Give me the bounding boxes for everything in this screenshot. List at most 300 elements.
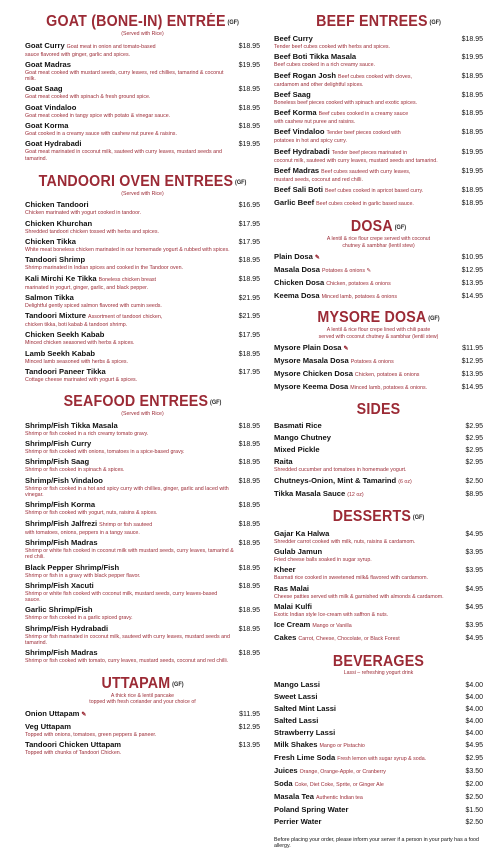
menu-item-row bbox=[274, 34, 483, 44]
menu-item bbox=[25, 367, 260, 385]
menu-item bbox=[274, 433, 483, 445]
item-name: Mysore Keema Dosa bbox=[274, 382, 349, 392]
item-name: Goat Saag bbox=[25, 84, 63, 94]
section-title-text: MYSORE DOSA bbox=[317, 309, 427, 327]
spacer bbox=[274, 827, 483, 829]
item-name: Beef Rogan Josh bbox=[274, 70, 337, 80]
menu-item-row bbox=[274, 369, 483, 380]
menu-item-row bbox=[25, 421, 260, 431]
menu-item-row bbox=[274, 779, 483, 790]
item-price: $21.95 bbox=[238, 294, 260, 302]
menu-item-row bbox=[25, 648, 260, 658]
menu-item bbox=[274, 127, 483, 146]
menu-item-row bbox=[274, 680, 483, 690]
menu-item bbox=[274, 382, 483, 395]
item-price: $19.95 bbox=[238, 141, 260, 149]
menu-item bbox=[25, 330, 260, 348]
menu-item bbox=[274, 34, 483, 52]
item-name-wrap bbox=[274, 633, 400, 644]
item-price: $4.00 bbox=[465, 705, 483, 713]
menu-item bbox=[25, 648, 260, 666]
menu-item-row bbox=[274, 278, 483, 289]
item-price: $12.95 bbox=[461, 358, 483, 366]
item-inline-description: Beef cubes cooked in a creamy sauce bbox=[318, 111, 409, 118]
menu-item bbox=[25, 311, 260, 330]
item-price: $18.95 bbox=[238, 582, 260, 590]
item-name-wrap bbox=[25, 139, 82, 148]
item-price: $4.95 bbox=[465, 530, 483, 538]
item-description: Shrimp or fish marinated in coconut milk, sauteed with curry leaves, mustard seeds and tamarind. bbox=[25, 633, 230, 646]
menu-section-mysore-dosa bbox=[274, 310, 483, 395]
menu-item-row bbox=[274, 382, 483, 393]
item-name-wrap bbox=[25, 519, 152, 530]
item-name: Goat Korma bbox=[25, 120, 69, 130]
item-price: $13.95 bbox=[461, 371, 483, 379]
item-name-wrap bbox=[25, 563, 119, 572]
section-title-text: DOSA bbox=[350, 218, 393, 236]
item-inline-description: Mango or Pistachio bbox=[319, 742, 365, 749]
item-price: $18.95 bbox=[238, 257, 260, 265]
menu-item bbox=[274, 584, 483, 602]
item-price: $18.95 bbox=[238, 607, 260, 615]
menu-item bbox=[25, 563, 260, 581]
menu-item-row bbox=[25, 121, 260, 131]
item-inline-description: Fresh lemon with sugar syrup & soda. bbox=[337, 755, 427, 762]
menu-item-row bbox=[274, 740, 483, 751]
item-name: Shrimp/Fish Korma bbox=[25, 500, 96, 510]
item-description: Shrimp or white fish cooked with coconut milk, mustard seeds, curry leaves-based sauce. bbox=[25, 590, 218, 604]
item-description: Cheese patties served with milk & garnished with almonds & cardamom. bbox=[274, 593, 444, 600]
gluten-free-badge: (GF) bbox=[394, 225, 407, 232]
item-name-wrap bbox=[25, 722, 71, 731]
menu-item bbox=[25, 200, 260, 218]
item-price: $12.95 bbox=[461, 267, 483, 275]
gluten-free-badge: (GF) bbox=[235, 179, 247, 186]
item-name-wrap bbox=[274, 584, 309, 593]
menu-item bbox=[274, 476, 483, 489]
item-price: $2.95 bbox=[465, 754, 483, 762]
item-price: $14.95 bbox=[461, 293, 483, 301]
menu-item bbox=[25, 421, 260, 439]
item-name: Shrimp/Fish Curry bbox=[25, 439, 92, 449]
item-name-wrap bbox=[274, 476, 412, 487]
item-name: Plain Dosa bbox=[274, 252, 313, 262]
item-name-wrap bbox=[25, 581, 94, 590]
item-price: $19.95 bbox=[461, 54, 483, 62]
menu-item-row bbox=[274, 792, 483, 803]
item-name-wrap bbox=[274, 680, 320, 689]
item-name: Malai Kulfi bbox=[274, 601, 312, 611]
item-description: Shredded tandoori chicken tossed with herbs and spices. bbox=[25, 228, 159, 235]
menu-item-row bbox=[274, 198, 483, 209]
item-name: Shrimp/Fish Hydrabadi bbox=[25, 623, 109, 633]
menu-item bbox=[274, 90, 483, 108]
menu-item-row bbox=[25, 293, 260, 303]
item-price: $18.95 bbox=[238, 350, 260, 358]
menu-item bbox=[274, 805, 483, 817]
menu-section-desserts bbox=[274, 509, 483, 646]
menu-item bbox=[274, 291, 483, 304]
menu-item bbox=[274, 792, 483, 805]
item-name: Poland Spring Water bbox=[274, 804, 349, 814]
item-name: Garlic Shrimp/Fish bbox=[25, 605, 93, 615]
menu-item bbox=[25, 121, 260, 139]
item-description: Goat meat marinated in coconut milk, sauteed with curry leaves, mustard seeds and tamarind. bbox=[25, 149, 222, 162]
menu-item bbox=[274, 633, 483, 646]
menu-item bbox=[274, 356, 483, 369]
menu-section-beverages bbox=[274, 654, 483, 829]
item-inline-description: (12 oz) bbox=[347, 491, 364, 498]
item-price: $18.95 bbox=[238, 459, 260, 467]
item-name-wrap bbox=[25, 255, 85, 264]
item-name-wrap bbox=[25, 476, 103, 485]
item-description: Exotic Indian style Ice-cream with saffron & nuts. bbox=[274, 611, 389, 618]
item-name-wrap bbox=[274, 252, 320, 263]
menu-item bbox=[25, 293, 260, 311]
menu-item bbox=[25, 709, 260, 722]
item-inline-description: Mango or Vanilla bbox=[312, 623, 352, 630]
menu-item-row bbox=[25, 538, 260, 548]
item-description: Cottage cheese marinated with yogurt & spices. bbox=[25, 377, 138, 384]
item-name-wrap bbox=[25, 60, 71, 69]
menu-item bbox=[274, 147, 483, 166]
item-price: $18.95 bbox=[238, 104, 260, 112]
item-price: $18.95 bbox=[238, 275, 260, 283]
menu-item bbox=[25, 139, 260, 164]
menu-item-row bbox=[274, 704, 483, 714]
item-name: Goat Curry bbox=[25, 40, 65, 50]
menu-section-sides bbox=[274, 402, 483, 501]
item-inline-description: Minced lamb, potatoes & onions bbox=[321, 294, 397, 301]
menu-item bbox=[25, 237, 260, 255]
item-inline-description: Goat meat in onion and tomato-based bbox=[66, 43, 156, 50]
item-price: $18.95 bbox=[238, 122, 260, 130]
spicy-pepper-icon: ✎ bbox=[81, 711, 87, 718]
menu-item bbox=[274, 457, 483, 475]
menu-item bbox=[274, 817, 483, 829]
menu-item bbox=[25, 581, 260, 606]
item-inline-description: Chicken, potatoes & onions bbox=[326, 281, 391, 288]
left-menu-column bbox=[25, 14, 260, 758]
menu-item-row bbox=[25, 605, 260, 615]
menu-item-row bbox=[274, 620, 483, 631]
item-name-wrap bbox=[274, 817, 321, 826]
item-price: $12.95 bbox=[238, 723, 260, 731]
item-price: $18.95 bbox=[238, 625, 260, 633]
item-price: $4.00 bbox=[465, 693, 483, 701]
item-price: $11.95 bbox=[239, 710, 260, 718]
item-name: Goat Madras bbox=[25, 59, 71, 69]
item-price: $18.95 bbox=[238, 441, 260, 449]
menu-item-row bbox=[274, 547, 483, 557]
item-inline-description: Beef cubes cooked with cloves, bbox=[338, 73, 412, 80]
menu-item-row bbox=[25, 255, 260, 265]
item-inline-description: Authentic Indian tea bbox=[315, 794, 363, 801]
item-name: Onion Uttapam bbox=[25, 708, 80, 718]
menu-item bbox=[274, 620, 483, 633]
menu-section-seafood-entrees bbox=[25, 394, 260, 666]
section-title-text: SEAFOOD ENTREES bbox=[63, 393, 209, 411]
item-name-wrap bbox=[274, 71, 412, 82]
item-name: Shrimp/Fish Xacuti bbox=[25, 580, 94, 590]
menu-item bbox=[274, 602, 483, 620]
menu-item-row bbox=[274, 476, 483, 487]
item-name-wrap bbox=[25, 349, 95, 358]
item-name: Beef Korma bbox=[274, 108, 317, 118]
item-name: Shrimp/Fish Jalfrezi bbox=[25, 518, 98, 528]
menu-item bbox=[25, 624, 260, 649]
item-price: $17.95 bbox=[238, 238, 260, 246]
item-name: Soda bbox=[274, 778, 293, 788]
item-description: Goat meat cooked with spinach & fresh ground spice. bbox=[25, 94, 151, 101]
item-inline-description: Tender beef pieces marinated in bbox=[331, 149, 408, 156]
menu-item bbox=[274, 529, 483, 547]
item-name: Mysore Plain Dosa bbox=[274, 343, 342, 353]
menu-item-row bbox=[274, 457, 483, 467]
gluten-free-badge: (GF) bbox=[227, 20, 239, 26]
item-description: sauce flavored with ginger, garlic and spices. bbox=[25, 51, 131, 58]
item-name: Chicken Seekh Kabab bbox=[25, 330, 105, 340]
item-price: $16.95 bbox=[238, 202, 260, 210]
menu-section-uttapam bbox=[25, 676, 260, 759]
item-name-wrap bbox=[274, 805, 348, 814]
menu-item bbox=[274, 166, 483, 185]
menu-item-row bbox=[25, 476, 260, 486]
item-name: Goat Vindaloo bbox=[25, 102, 77, 112]
menu-item-row bbox=[274, 343, 483, 354]
spacer bbox=[274, 644, 483, 646]
section-title-text: BEVERAGES bbox=[332, 653, 425, 671]
menu-item bbox=[274, 547, 483, 565]
menu-item bbox=[25, 349, 260, 367]
item-name: Gulab Jamun bbox=[274, 546, 323, 556]
menu-item-row bbox=[274, 633, 483, 644]
menu-item-row bbox=[274, 52, 483, 62]
menu-item-row bbox=[25, 219, 260, 229]
item-name-wrap bbox=[25, 538, 98, 547]
section-title bbox=[282, 219, 474, 236]
item-price: $4.95 bbox=[465, 635, 483, 643]
menu-item bbox=[25, 219, 260, 237]
item-description: Shrimp or fish in a gravy with black pepper flavor. bbox=[25, 572, 141, 579]
menu-section-dosa bbox=[274, 219, 483, 304]
menu-item bbox=[274, 185, 483, 198]
section-title-text: SIDES bbox=[356, 401, 401, 419]
item-name-wrap bbox=[25, 293, 74, 302]
item-price: $2.95 bbox=[465, 435, 483, 443]
item-name-wrap bbox=[25, 740, 121, 749]
item-description: coconut milk, sauteed with curry leaves, mustard seeds and tamarind. bbox=[274, 157, 438, 164]
gluten-free-badge: (GF) bbox=[428, 316, 440, 323]
item-name-wrap bbox=[274, 127, 401, 138]
item-name: Beef Sali Boti bbox=[274, 185, 323, 195]
menu-item bbox=[274, 704, 483, 716]
item-name-wrap bbox=[274, 433, 331, 442]
item-price: $18.95 bbox=[238, 422, 260, 430]
menu-item-row bbox=[25, 439, 260, 449]
item-name: Masala Tea bbox=[274, 791, 314, 801]
item-name-wrap bbox=[274, 692, 317, 701]
menu-item bbox=[25, 255, 260, 273]
item-name-wrap bbox=[25, 605, 93, 614]
spicy-pepper-icon: ✎ bbox=[343, 346, 349, 353]
item-description: potatoes in hot and spicy curry. bbox=[274, 138, 347, 145]
menu-item-row bbox=[25, 139, 260, 149]
menu-item-row bbox=[274, 108, 483, 119]
item-description: Goat meat cooked in tangy spice with potato & vinegar sauce. bbox=[25, 112, 171, 119]
menu-item bbox=[25, 439, 260, 457]
item-price: $4.95 bbox=[465, 741, 483, 749]
menu-item bbox=[25, 740, 260, 758]
item-name-wrap bbox=[274, 278, 391, 289]
item-description: Delightful gently spiced salmon flavored with cumin seeds. bbox=[25, 302, 162, 309]
menu-item-row bbox=[274, 489, 483, 500]
spacer bbox=[274, 393, 483, 395]
item-inline-description: Potatoes & onions ✎ bbox=[322, 268, 371, 275]
item-description: Shrimp marinated in Indian spices and cooked in the Tandoor oven. bbox=[25, 265, 184, 272]
menu-item bbox=[274, 421, 483, 433]
section-subtitle: served with coconut chutney & sambhar (lentil stew) bbox=[318, 333, 439, 340]
item-name-wrap bbox=[274, 753, 426, 764]
item-name: Shrimp/Fish Tikka Masala bbox=[25, 420, 118, 430]
section-title-text: TANDOORI OVEN ENTREES bbox=[38, 172, 234, 190]
item-name: Shrimp/Fish Saag bbox=[25, 457, 90, 467]
item-inline-description: Tender beef pieces cooked with bbox=[326, 130, 401, 137]
item-price: $19.95 bbox=[461, 168, 483, 176]
item-name: Perrier Water bbox=[274, 816, 322, 826]
item-inline-description: Potatoes & onions bbox=[350, 359, 394, 366]
section-title bbox=[282, 14, 474, 31]
menu-item-row bbox=[25, 84, 260, 94]
gluten-free-badge: (GF) bbox=[210, 400, 222, 407]
item-description: Shrimp or fish cooked in spinach & spices. bbox=[25, 467, 125, 474]
item-description: Goat meat cooked with mustard seeds, curry leaves, red chillies, tamarind & coconut milk. bbox=[25, 69, 224, 83]
item-price: $18.95 bbox=[238, 502, 260, 510]
spacer bbox=[274, 209, 483, 211]
item-description: Shredder carrot cooked with milk, nuts, raisins & cardamom. bbox=[274, 538, 416, 545]
menu-item bbox=[274, 740, 483, 753]
section-title bbox=[34, 676, 250, 693]
item-description: Shrimp or fish cooked with onions, tomatoes in a spice-based gravy. bbox=[25, 449, 185, 456]
item-name-wrap bbox=[274, 457, 293, 466]
spacer bbox=[274, 302, 483, 304]
menu-item-row bbox=[274, 90, 483, 100]
section-subtitle: A lentil & rice flour crepe lined with chili paste bbox=[326, 327, 431, 334]
menu-item-row bbox=[274, 166, 483, 177]
item-name-wrap bbox=[25, 709, 86, 720]
item-name-wrap bbox=[274, 489, 364, 500]
menu-item-row bbox=[274, 817, 483, 827]
item-description: Shrimp or fish cooked in a garlic spiced gravy. bbox=[25, 615, 133, 622]
item-name-wrap bbox=[274, 565, 296, 574]
menu-item bbox=[274, 766, 483, 779]
section-title-text: DESSERTS bbox=[332, 507, 412, 525]
item-name-wrap bbox=[25, 121, 68, 130]
item-name: Masala Dosa bbox=[274, 265, 321, 275]
item-name: Beef Hydrabadi bbox=[274, 146, 330, 156]
item-name: Tikka Masala Sauce bbox=[274, 488, 346, 498]
item-name-wrap bbox=[25, 648, 98, 657]
item-inline-description: Chicken, potatoes & onions bbox=[354, 372, 420, 379]
item-name-wrap bbox=[25, 500, 95, 509]
item-inline-description: Beef cubes sauteed with curry leaves, bbox=[321, 169, 411, 176]
menu-item-row bbox=[274, 421, 483, 431]
menu-item bbox=[25, 84, 260, 102]
menu-item bbox=[25, 519, 260, 538]
menu-item bbox=[274, 692, 483, 704]
item-inline-description: (6 oz) bbox=[398, 478, 412, 485]
item-description: Beef cubes cooked in a rich creamy sauce. bbox=[274, 62, 375, 69]
item-name: Strawberry Lassi bbox=[274, 727, 336, 737]
item-name: Shrimp/Fish Vindaloo bbox=[25, 475, 103, 485]
item-name-wrap bbox=[274, 369, 419, 380]
menu-item bbox=[274, 728, 483, 740]
menu-item-row bbox=[25, 311, 260, 322]
item-name: Juices bbox=[274, 765, 298, 775]
item-price: $4.00 bbox=[465, 729, 483, 737]
menu-item bbox=[274, 198, 483, 211]
item-name: Mixed Pickle bbox=[274, 445, 320, 455]
section-title-text: GOAT (BONE-IN) ENTRÉE bbox=[46, 13, 226, 30]
item-price: $18.95 bbox=[461, 110, 483, 118]
item-description: Goat cooked in a creamy sauce with cashew nut puree & raisins. bbox=[25, 130, 177, 137]
spacer bbox=[274, 500, 483, 502]
spacer bbox=[25, 383, 260, 385]
item-name: Garlic Beef bbox=[274, 198, 315, 208]
item-description: Topped with onions, tomatoes, green peppers & paneer. bbox=[25, 731, 157, 738]
menu-section-tandoori-oven-entrees bbox=[25, 174, 260, 385]
item-price: $14.95 bbox=[461, 384, 483, 392]
item-name-wrap bbox=[274, 704, 336, 713]
item-name-wrap bbox=[274, 620, 352, 631]
menu-item-row bbox=[274, 147, 483, 158]
item-price: $8.95 bbox=[465, 490, 483, 498]
section-subtitle: topped with fresh coriander and your choice of bbox=[89, 699, 196, 706]
menu-item bbox=[274, 716, 483, 728]
item-price: $3.95 bbox=[465, 567, 483, 575]
item-price: $18.95 bbox=[238, 42, 260, 50]
item-price: $18.95 bbox=[461, 72, 483, 80]
item-price: $3.95 bbox=[465, 548, 483, 556]
menu-item bbox=[274, 252, 483, 265]
item-price: $2.95 bbox=[465, 447, 483, 455]
item-description: Minced lamb seasoned with herbs & spices. bbox=[25, 358, 129, 365]
section-title bbox=[34, 394, 250, 411]
menu-item-row bbox=[25, 367, 260, 377]
item-inline-description: Boneless chicken breast bbox=[98, 276, 157, 283]
item-name: Tandoori Shrimp bbox=[25, 255, 86, 265]
item-price: $4.00 bbox=[465, 717, 483, 725]
item-name-wrap bbox=[274, 445, 320, 454]
menu-item-row bbox=[274, 445, 483, 455]
menu-item bbox=[274, 265, 483, 278]
section-subtitle: A thick rice & lentil pancake bbox=[110, 692, 175, 699]
menu-item-row bbox=[274, 433, 483, 443]
item-name: Mango Chutney bbox=[274, 433, 331, 443]
item-price: $17.95 bbox=[238, 220, 260, 228]
item-name: Tandoori Paneer Tikka bbox=[25, 367, 106, 377]
item-price: $4.00 bbox=[465, 681, 483, 689]
menu-item-row bbox=[274, 602, 483, 612]
item-inline-description: Orange, Orange-Apple, or Cranberry bbox=[299, 768, 386, 775]
item-name-wrap bbox=[274, 716, 318, 725]
item-description: White meat boneless chicken marinated in our homemade yogurt & rubbed with spices. bbox=[25, 246, 230, 253]
item-name: Chicken Tikka bbox=[25, 236, 76, 246]
gluten-free-badge: (GF) bbox=[172, 681, 184, 688]
menu-item-row bbox=[274, 766, 483, 777]
section-title bbox=[282, 509, 474, 526]
menu-item bbox=[274, 680, 483, 692]
